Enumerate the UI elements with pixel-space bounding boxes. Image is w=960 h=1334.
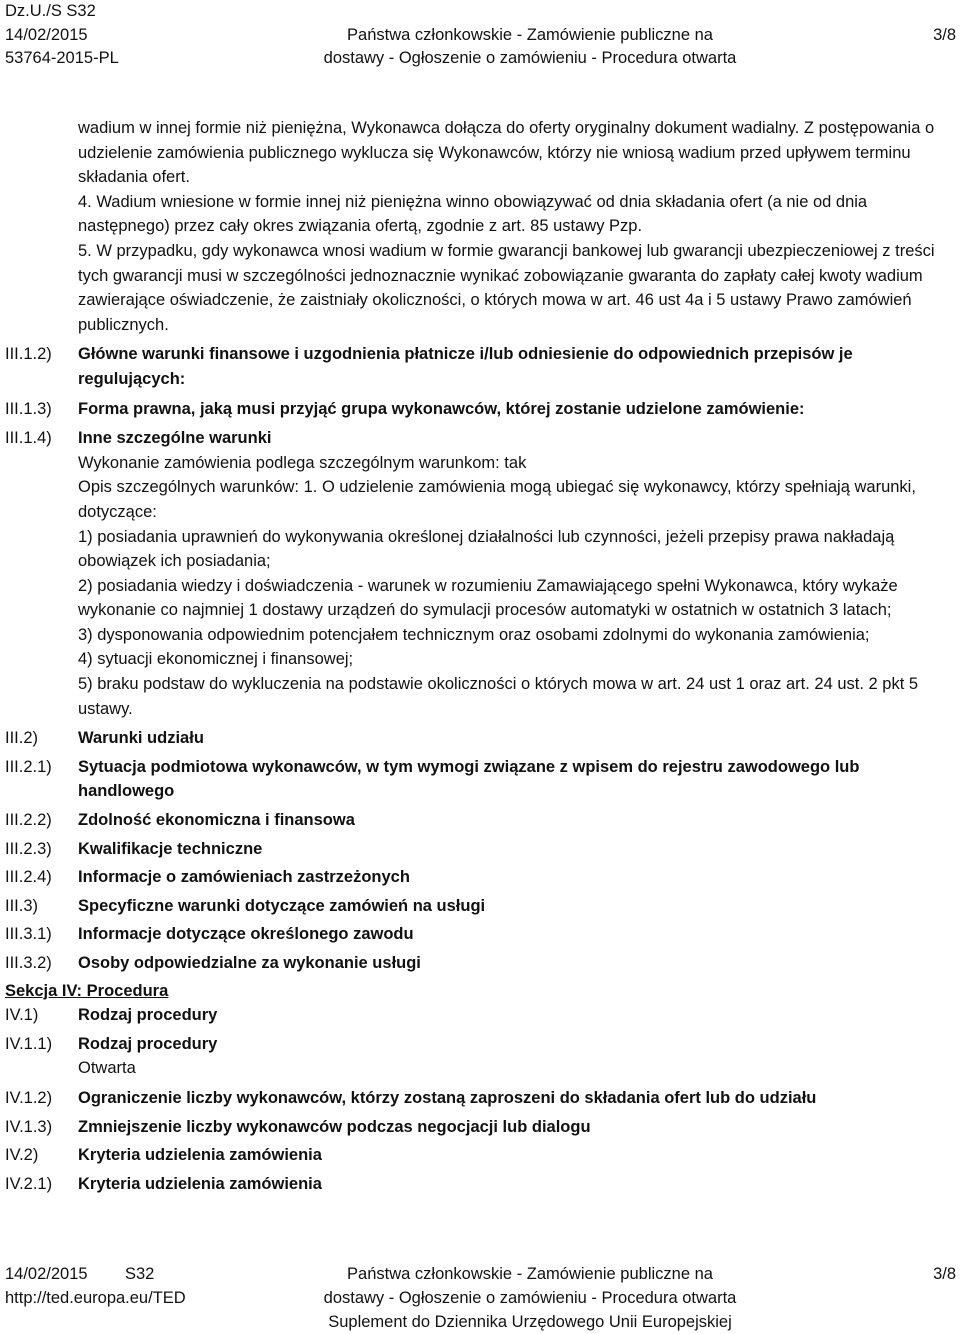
notice-body: [0, 116, 960, 1196]
section-iii-3-1: [0, 922, 960, 947]
condition-item: 4) sytuacji ekonomicznej i finansowej;: [78, 650, 354, 669]
section-number: IV.1.2): [5, 1088, 53, 1107]
section-title: Ograniczenie liczby wykonawców, którzy zostaną zaproszeni do składania ofert lub do udziału: [78, 1088, 817, 1107]
footer-page-number: 3/8: [933, 1265, 956, 1283]
section-iv-2: [0, 1143, 960, 1168]
header-title-line2: dostawy - Ogłoszenie o zamówieniu - Procedura otwarta: [323, 49, 737, 67]
section-title: Główne warunki finansowe i uzgodnienia płatnicze i/lub odniesienie do odpowiednich przepisów je regulujących:: [78, 345, 853, 388]
section-title: Warunki udziału: [78, 729, 204, 748]
section-iii-3-2: [0, 951, 960, 976]
section-number: III.3): [5, 896, 39, 915]
section-title: Rodzaj procedury: [78, 1006, 218, 1025]
section-number: III.1.2): [5, 345, 52, 364]
condition-item: 3) dysponowania odpowiednim potencjałem technicznym oraz osobami zdolnymi do wykonania zamówienia;: [78, 625, 870, 644]
section-number: III.3.1): [5, 925, 52, 944]
section-iv-2-1: [0, 1172, 960, 1197]
section-title: Informacje o zamówieniach zastrzeżonych: [78, 868, 410, 887]
section-title: Rodzaj procedury: [78, 1034, 218, 1053]
footer-date: 14/02/2015: [5, 1265, 88, 1283]
journal-ref: Dz.U./S S32: [5, 2, 96, 20]
section-number: III.2.3): [5, 839, 52, 858]
footer-title-line1: Państwa członkowskie - Zamówienie publiczne na: [347, 1265, 713, 1283]
section-number: III.2): [5, 729, 39, 748]
section-title: Zdolność ekonomiczna i finansowa: [78, 811, 355, 830]
section-title: Sytuacja podmiotowa wykonawców, w tym wymogi związane z wpisem do rejestru zawodowego lub handlowego: [78, 757, 860, 801]
footer-title-line2: dostawy - Ogłoszenie o zamówieniu - Procedura otwarta: [323, 1289, 737, 1307]
section-title: Specyficzne warunki dotyczące zamówień na usługi: [78, 896, 486, 915]
section-iv-1: [0, 1003, 960, 1028]
footer-journal: S32: [125, 1265, 155, 1283]
section-number: III.2.4): [5, 868, 52, 887]
section-iii-1-4: [0, 426, 960, 721]
section-number: IV.2.1): [5, 1174, 53, 1193]
section-title: Forma prawna, jaką musi przyjąć grupa wykonawców, której zostanie udzielone zamówienie:: [78, 399, 805, 418]
section-title: Inne szczególne warunki: [78, 429, 272, 448]
header-title-line1: Państwa członkowskie - Zamówienie publiczne na: [347, 25, 713, 44]
footer-url[interactable]: http://ted.europa.eu/TED: [5, 1289, 186, 1307]
section-number: IV.1): [5, 1006, 39, 1025]
section-title: Informacje dotyczące określonego zawodu: [78, 925, 414, 944]
section-title: Kryteria udzielenia zamówienia: [78, 1174, 322, 1193]
section-iii-2-2: [0, 808, 960, 833]
section-number: III.2.1): [5, 757, 52, 776]
page-header: [0, 0, 960, 70]
condition-item: 1) posiadania uprawnień do wykonywania określonej działalności lub czynności, jeżeli przepisy prawa nakładają obowiązek ich posiadania;: [78, 527, 895, 571]
section-title: Kwalifikacje techniczne: [78, 839, 263, 858]
special-conditions-flag: Wykonanie zamówienia podlega szczególnym warunkom: tak: [78, 453, 527, 472]
section-number: IV.2): [5, 1146, 39, 1165]
special-conditions-description: Opis szczególnych warunków: 1. O udzielenie zamówienia mogą ubiegać się wykonawcy, którzy spełniają warunki, dotyczące:: [78, 478, 916, 521]
section-iv-heading: Sekcja IV: Procedura: [5, 981, 169, 1000]
section-number: III.2.2): [5, 811, 52, 830]
page-number: 3/8: [933, 25, 956, 44]
section-number: IV.1.3): [5, 1117, 53, 1136]
footer-title-line3: Suplement do Dziennika Urzędowego Unii Europejskiej: [328, 1313, 732, 1331]
paragraph-point-5: 5. W przypadku, gdy wykonawca wnosi wadium w formie gwarancji bankowej lub gwarancji ubezpieczeniowej z treści tych gwarancji musi w szczególności jednoznacznie wynikać zobowiązanie gwaranta do zapłaty całej kwoty wadium zawierające oświadczenie, że zaistniały okoliczności, o których mowa w art. 46 ust 4a i 5 ustawy Prawo zamówień publicznych.: [78, 241, 935, 334]
section-iii-2-1: [0, 755, 960, 804]
publication-date: 14/02/2015: [5, 25, 88, 44]
section-iv-1-1: [0, 1032, 960, 1081]
section-iii-3: [0, 894, 960, 919]
notice-number: 53764-2015-PL: [5, 49, 119, 67]
section-number: III.1.3): [5, 399, 52, 418]
section-iii-2: [0, 726, 960, 751]
paragraph-point-4: 4. Wadium wniesione w formie innej niż pieniężna winno obowiązywać od dnia składania ofert (a nie od dnia następnego) przez cały okres związania ofertą, zgodnie z art. 85 ustawy Pzp.: [78, 192, 868, 236]
section-number: III.1.4): [5, 429, 52, 448]
section-iii-2-3: [0, 837, 960, 862]
section-number: IV.1.1): [5, 1034, 53, 1053]
paragraph-wadium: wadium w innej formie niż pieniężna, Wykonawca dołącza do oferty oryginalny dokument wadialny. Z postępowania o udzielenie zamówienia publicznego wyklucza się Wykonawców, którzy nie wniosą wadium przed upływem terminu składania ofert.: [78, 119, 935, 187]
section-title: Zmniejszenie liczby wykonawców podczas negocjacji lub dialogu: [78, 1117, 591, 1136]
condition-item: 5) braku podstaw do wykluczenia na podstawie okoliczności o których mowa w art. 24 ust 1 oraz art. 24 ust. 2 pkt 5 ustawy.: [78, 675, 919, 718]
condition-item: 2) posiadania wiedzy i doświadczenia - warunek w rozumieniu Zamawiającego spełni Wykonawca, który wykaże wykonanie co najmniej 1 dostawy urządzeń do symulacji procesów automatyki w ostatnich w ostatnich 3 latach;: [78, 576, 898, 620]
section-iii-2-4: [0, 865, 960, 890]
section-iv-1-3: [0, 1115, 960, 1140]
page-footer: [0, 1262, 960, 1334]
section-title: Kryteria udzielenia zamówienia: [78, 1146, 322, 1165]
section-iv-1-2: [0, 1086, 960, 1111]
section-iii-1-3: [0, 397, 960, 422]
procedure-type-value: Otwarta: [78, 1059, 136, 1078]
section-title: Osoby odpowiedzialne za wykonanie usługi: [78, 954, 421, 972]
section-number: III.3.2): [5, 954, 52, 972]
section-iii-1-2: [0, 342, 960, 391]
